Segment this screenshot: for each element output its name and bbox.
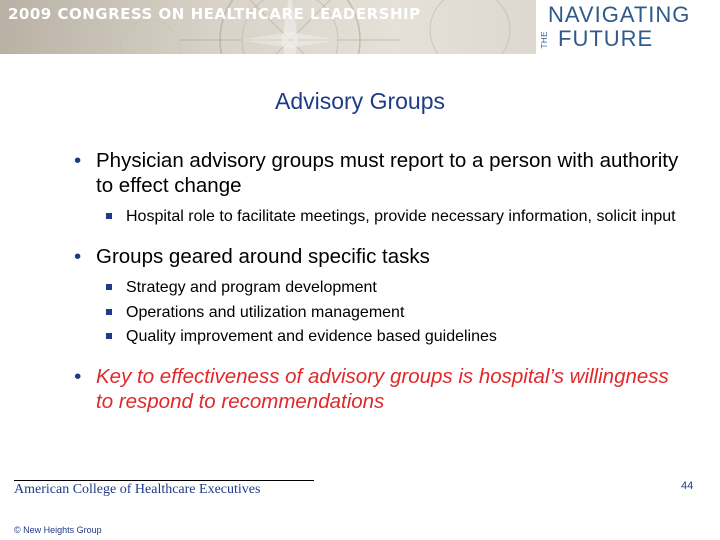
- sub-bullet-text: Strategy and program development: [126, 278, 377, 296]
- square-bullet-icon: [106, 213, 112, 219]
- footer-divider: [14, 480, 314, 481]
- sub-bullet-text: Quality improvement and evidence based guidelines: [126, 328, 497, 346]
- round-bullet-icon: •: [74, 244, 82, 268]
- page-number: 44: [681, 480, 694, 492]
- bullet-text: Groups geared around specific tasks: [96, 244, 430, 268]
- square-bullet-icon: [106, 309, 112, 315]
- sub-bullet-item: [106, 327, 684, 348]
- round-bullet-icon: •: [74, 365, 82, 389]
- square-bullet-icon: [106, 284, 112, 290]
- sub-bullet-text: Hospital role to facilitate meetings, provide necessary information, solicit input: [126, 208, 676, 225]
- logo-line-navigating: NAVIGATING: [548, 2, 691, 27]
- bullet-item-3-key-point: [74, 364, 684, 414]
- footer-copyright: © New Heights Group: [14, 525, 102, 535]
- sub-bullet-item: [106, 303, 684, 324]
- conference-title: 2009 CONGRESS ON HEALTHCARE LEADERSHIP: [8, 5, 421, 23]
- bullet-text: Key to effectiveness of advisory groups is hospital’s willingness to respond to recommendations: [96, 365, 669, 414]
- bullet-item-1: [74, 148, 684, 198]
- square-bullet-icon: [106, 333, 112, 339]
- logo-line-future: FUTURE: [558, 26, 654, 51]
- conference-banner: [0, 0, 720, 54]
- bullet-list: [74, 148, 684, 423]
- sub-bullet-item: [106, 278, 684, 299]
- logo-word-the: THE: [540, 31, 549, 49]
- sub-bullet-text: Operations and utilization management: [126, 303, 405, 321]
- round-bullet-icon: •: [74, 149, 82, 172]
- footer-organization: American College of Healthcare Executives: [14, 482, 261, 497]
- slide-title: Advisory Groups: [274, 88, 445, 114]
- bullet-item-2: [74, 244, 684, 269]
- navigating-the-future-logo: [536, 0, 720, 54]
- bullet-text: Physician advisory groups must report to a person with authority to effect change: [96, 149, 679, 197]
- sub-bullet-item: [106, 207, 684, 228]
- sub-bullet-list: [74, 278, 684, 348]
- sub-bullet-list: [74, 207, 684, 228]
